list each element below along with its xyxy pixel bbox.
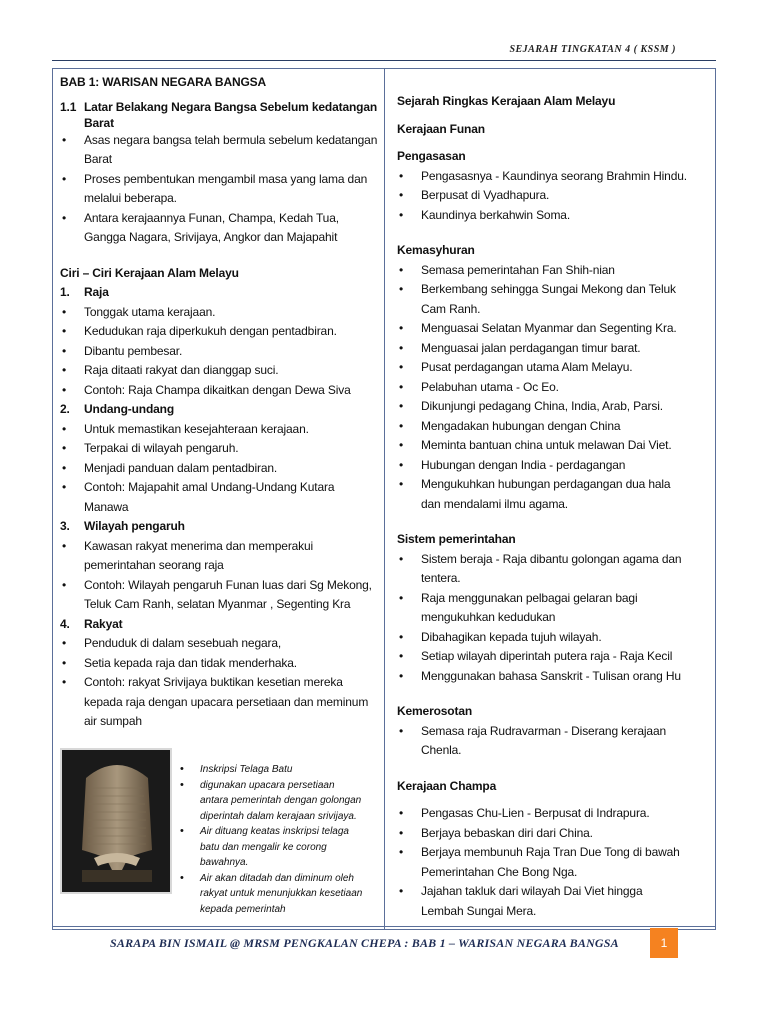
champa-bullet [397,882,713,921]
ciri-items [60,283,378,732]
funan-bullet [397,167,713,187]
section-title-line1: Latar Belakang Negara Bangsa Sebelum kedatangan [84,99,378,114]
ciri-bullet [60,654,378,674]
ciri-item-heading [60,517,378,537]
bullet-text: Barat [84,152,112,166]
funan-bullet [397,397,713,417]
funan-bullet [397,722,713,761]
bullet-text: Kaundinya berkahwin Soma. [421,207,571,222]
bullet-text: Berjaya bebaskan diri dari China. [421,825,593,840]
bullet-text: Semasa raja Rudravarman - Diserang kerajaan [421,723,666,738]
right-column [384,68,716,930]
bullet-text: Dibahagikan kepada tujuh wilayah. [421,629,602,644]
bullet-text: Berkembang sehingga Sungai Mekong dan Teluk [421,282,676,296]
bullet-text: Mengadakan hubungan dengan China [421,418,621,433]
funan-bullet [397,417,713,437]
funan-section-bullets [397,722,713,761]
funan-bullet [397,358,713,378]
bullet-text: kepada raja dengan upacara persetiaan dan meminum [84,694,369,709]
caption-list [178,762,374,917]
bullet-text: Setiap wilayah diperintah putera raja - Raja Kecil [421,649,673,663]
right-title: Sejarah Ringkas Kerajaan Alam Melayu [397,94,616,108]
champa-bullet [397,843,713,882]
funan-section-heading: Kemerosotan [397,704,473,718]
champa-title: Kerajaan Champa [397,778,497,793]
section-bullet [60,131,378,170]
ciri-item-bullets [60,303,378,401]
bullet-text: bawahnya. [200,857,249,868]
funan-bullet [397,186,713,206]
bullet-text: antara pemerintah dengan golongan [200,795,362,806]
bullet-text: Teluk Cam Ranh, selatan Myanmar , Segenting Kra [84,597,351,611]
funan-bullet [397,589,713,628]
ciri-bullet [60,342,378,362]
section-number: 1.1 [60,99,77,114]
funan-bullet [397,280,713,319]
bullet-text: Air dituang keatas inskripsi telaga [200,826,349,837]
caption-bullet [178,762,374,778]
section-bullet [60,209,378,248]
bullet-text: Sistem beraja - Raja dibantu golongan agama dan [421,551,682,566]
bullet-text: Manawa [84,499,129,514]
ciri-bullet [60,673,378,732]
bullet-text: tentera. [421,571,461,585]
funan-bullet [397,456,713,476]
bullet-text: Untuk memastikan kesejahteraan kerajaan. [84,421,309,436]
bullet-text: Menguasai jalan perdagangan timur barat. [421,340,641,355]
bullet-text: Menggunakan bahasa Sanskrit - Tulisan orang Hu [421,668,681,683]
ciri-item-number: 2. [60,402,70,416]
bullet-text: rakyat untuk menunjukkan kesetiaan [200,888,363,899]
ciri-bullet [60,634,378,654]
funan-bullet [397,339,713,359]
bullet-text: Contoh: rakyat Srivijaya buktikan kesetian mereka [84,675,343,689]
bullet-text: Tonggak utama kerajaan. [84,304,216,319]
bullet-text: Raja ditaati rakyat dan dianggap suci. [84,363,279,377]
bullet-text: Air akan ditadah dan diminum oleh [200,872,354,884]
bullet-text: melalui beberapa. [84,191,177,205]
bullet-text: Contoh: Majapahit amal Undang-Undang Kutara [84,480,335,494]
ciri-bullet [60,322,378,342]
funan-bullet [397,647,713,667]
page-number-badge: 1 [650,928,678,958]
champa-bullets [397,804,713,921]
bullet-text: Gangga Nagara, Srivijaya, Angkor dan Majapahit [84,230,338,244]
bullet-text: Pemerintahan Che Bong Nga. [421,864,578,879]
champa-bullet [397,804,713,824]
photo-caption [178,762,374,917]
header-divider [52,60,716,61]
section-title-line2: Barat [84,115,114,130]
funan-title: Kerajaan Funan [397,121,485,136]
bullet-text: Contoh: Raja Champa dikaitkan dengan Dewa Siva [84,382,351,397]
running-header: SEJARAH TINGKATAN 4 ( KSSM ) [509,44,676,55]
ciri-item-label: Wilayah pengaruh [84,519,185,533]
ciri-bullet [60,478,378,517]
section-1-1-heading [60,99,378,131]
ciri-bullet [60,439,378,459]
bullet-text: Berpusat di Vyadhapura. [421,188,550,202]
funan-bullet [397,319,713,339]
funan-section-bullets [397,261,713,515]
bullet-text: batu dan mengalir ke corong [200,841,327,853]
bullet-text: Antara kerajaannya Funan, Champa, Kedah Tua, [84,210,339,225]
caption-bullet [178,824,374,871]
ciri-bullet [60,361,378,381]
bullet-text: digunakan upacara persetiaan [200,779,335,791]
funan-bullet [397,628,713,648]
funan-section-bullets [397,167,713,226]
bullet-text: Kawasan rakyat menerima dan memperakui [84,538,314,553]
ciri-bullet [60,381,378,401]
footer-text: SARAPA BIN ISMAIL @ MRSM PENGKALAN CHEPA : BAB 1 – WARISAN NEGARA BANGSA [110,936,619,950]
funan-section-heading: Sistem pemerintahan [397,532,516,546]
ciri-item-number: 3. [60,519,70,533]
funan-bullet [397,667,713,687]
ciri-item-heading [60,283,378,303]
ciri-bullet [60,576,378,615]
bullet-text: Kedudukan raja diperkukuh dengan pentadbiran. [84,324,337,338]
bullet-text: Contoh: Wilayah pengaruh Funan luas dari Sg Mekong, [84,577,372,592]
bullet-text: Penduduk di dalam sesebuah negara, [84,636,282,650]
bullet-text: diperintah dalam kerajaan srivijaya. [200,810,357,822]
funan-bullet [397,550,713,589]
caption-bullet [178,778,374,825]
bullet-text: Semasa pemerintahan Fan Shih-nian [421,262,615,277]
ciri-item-label: Undang-undang [84,402,175,416]
funan-section-heading: Pengasasan [397,149,466,163]
bullet-text: Pusat perdagangan utama Alam Melayu. [421,360,633,374]
bullet-text: Mengukuhkan hubungan perdagangan dua hala [421,477,671,491]
bullet-text: Berjaya membunuh Raja Tran Due Tong di bawah [421,845,680,859]
caption-bullet [178,871,374,918]
section-bullet [60,170,378,209]
bullet-text: Cam Ranh. [421,301,481,316]
ciri-item-label: Raja [84,285,109,299]
funan-sections [397,147,713,761]
ciri-item-bullets [60,537,378,615]
left-content [60,73,378,732]
bullet-text: Dibantu pembesar. [84,343,183,358]
funan-bullet [397,206,713,226]
bullet-text: pemerintahan seorang raja [84,558,224,572]
bullet-text: Lembah Sungai Mera. [421,903,537,918]
funan-bullet [397,475,713,514]
bullet-text: Setia kepada raja dan tidak menderhaka. [84,655,297,670]
ciri-bullet [60,303,378,323]
stone-inscription-image [76,758,158,884]
ciri-item-heading [60,615,378,635]
bullet-text: Menguasai Selatan Myanmar dan Segenting Kra. [421,321,677,335]
bullet-text: Chenla. [421,743,462,757]
ciri-bullet [60,420,378,440]
bullet-text: Dikunjungi pedagang China, India, Arab, Parsi. [421,399,663,413]
bullet-text: Pengasas Chu-Lien - Berpusat di Indrapura. [421,806,650,820]
bullet-text: Meminta bantuan china untuk melawan Dai Viet. [421,438,672,452]
bullet-text: dan mendalami ilmu agama. [421,496,568,511]
funan-bullet [397,378,713,398]
bullet-text: mengukuhkan kedudukan [421,610,556,624]
ciri-title: Ciri – Ciri Kerajaan Alam Melayu [60,265,239,280]
inskripsi-telaga-batu-photo [60,748,172,894]
right-content [397,92,713,921]
ciri-item-number: 1. [60,285,70,299]
section-1-1-bullets [60,131,378,248]
chapter-title: BAB 1: WARISAN NEGARA BANGSA [60,75,267,89]
ciri-item-label: Rakyat [84,616,123,631]
ciri-item-heading [60,400,378,420]
ciri-bullet [60,459,378,479]
bullet-text: Inskripsi Telaga Batu [200,764,293,775]
ciri-item-bullets [60,634,378,732]
bullet-text: Asas negara bangsa telah bermula sebelum kedatangan [84,132,378,147]
ciri-item-bullets [60,420,378,518]
bullet-text: Terpakai di wilayah pengaruh. [84,441,239,455]
ciri-bullet [60,537,378,576]
bullet-text: Pelabuhan utama - Oc Eo. [421,379,559,394]
bullet-text: Menjadi panduan dalam pentadbiran. [84,460,278,475]
funan-section-bullets [397,550,713,687]
ciri-item-number: 4. [60,616,70,631]
champa-bullet [397,824,713,844]
bullet-text: Pengasasnya - Kaundinya seorang Brahmin Hindu. [421,168,687,183]
bullet-text: Hubungan dengan India - perdagangan [421,457,626,472]
bullet-text: Raja menggunakan pelbagai gelaran bagi [421,590,638,605]
bullet-text: Proses pembentukan mengambil masa yang lama dan [84,171,368,186]
bullet-text: kepada pemerintah [200,903,286,915]
bullet-text: air sumpah [84,714,142,728]
funan-bullet [397,261,713,281]
funan-bullet [397,436,713,456]
funan-section-heading: Kemasyhuran [397,243,475,257]
bullet-text: Jajahan takluk dari wilayah Dai Viet hingga [421,884,643,898]
footer-divider [52,926,716,927]
